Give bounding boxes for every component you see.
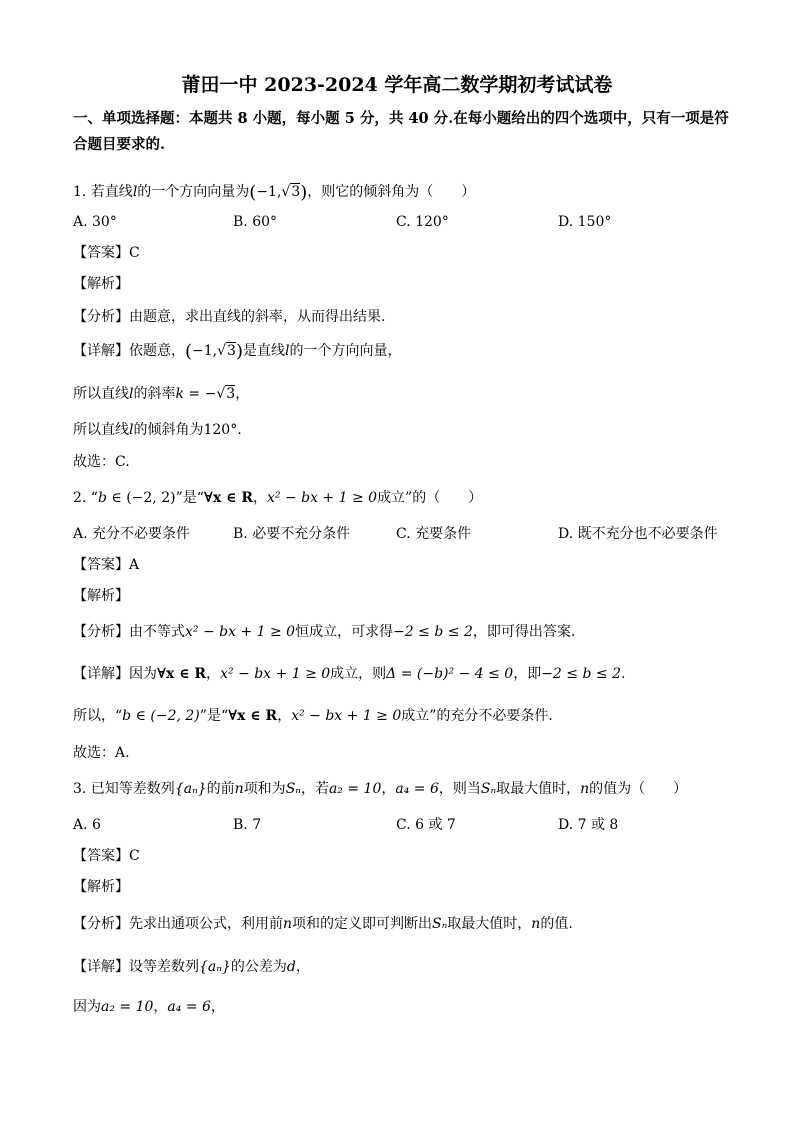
q3-option-d: D. 7 或 8 (558, 817, 619, 833)
section-heading: 一、单项选择题：本题共 8 小题，每小题 5 分，共 40 分.在每小题给出的四个选项中，只有一项是符合题目要求的. (73, 110, 729, 153)
q1-slope-line: 所以直线l的斜率k = −√3， (73, 386, 250, 402)
q1-option-b: B. 60° (233, 214, 278, 230)
q3-stem: 3. 已知等差数列{aₙ}的前n项和为Sₙ，若a₂ = 10，a₄ = 6，则当Sₙ取最大值时，n的值为（ ） (73, 781, 688, 797)
q1-analysis-label: 【解析】 (73, 276, 129, 292)
q2-answer: 【答案】A (73, 557, 140, 573)
q3-options (73, 815, 733, 835)
q2-option-d: D. 既不充分也不必要条件 (558, 526, 718, 542)
q3-option-b: B. 7 (233, 817, 262, 833)
q1-stem: 1. 若直线l的一个方向向量为(−1,√3)，则它的倾斜角为（ ） (73, 182, 476, 203)
q2-detail: 【详解】因为∀x ∈ R，x² − bx + 1 ≥ 0成立，则Δ = (−b)² − 4 ≤ 0，即−2 ≤ b ≤ 2. (73, 666, 626, 682)
q1-options (73, 212, 733, 232)
q1-option-c: C. 120° (396, 214, 449, 230)
q2-option-a: A. 充分不必要条件 (73, 526, 191, 542)
q3-option-c: C. 6 或 7 (396, 817, 456, 833)
q3-option-a: A. 6 (73, 817, 101, 833)
q2-analysis-label: 【解析】 (73, 588, 129, 604)
q3-detail: 【详解】设等差数列{aₙ}的公差为d， (73, 959, 310, 975)
q1-option-a: A. 30° (73, 214, 117, 230)
page-title: 莆田一中 2023-2024 学年高二数学期初考试试卷 (181, 74, 613, 96)
q2-conclusion: 所以，“b ∈ (−2, 2)”是“∀x ∈ R，x² − bx + 1 ≥ 0成立”的充分不必要条件. (73, 708, 553, 724)
q1-detail: 【详解】依题意，(−1,√3)是直线l的一个方向向量， (73, 341, 402, 362)
q1-option-d: D. 150° (558, 214, 612, 230)
q2-option-c: C. 充要条件 (396, 526, 472, 542)
q2-choose: 故选：A. (73, 745, 130, 761)
q1-answer: 【答案】C (73, 245, 140, 261)
q3-answer: 【答案】C (73, 848, 140, 864)
q3-analysis-label: 【解析】 (73, 879, 129, 895)
q2-option-b: B. 必要不充分条件 (233, 526, 351, 542)
q3-fenxi: 【分析】先求出通项公式，利用前n项和的定义即可判断出Sₙ取最大值时，n的值. (73, 916, 573, 932)
q2-options (73, 524, 733, 544)
q1-angle-line: 所以直线l的倾斜角为120°. (73, 422, 242, 438)
q2-fenxi: 【分析】由不等式x² − bx + 1 ≥ 0恒成立，可求得−2 ≤ b ≤ 2，即可得出答案. (73, 624, 576, 640)
q3-given: 因为a₂ = 10，a₄ = 6， (73, 999, 225, 1015)
q1-fenxi: 【分析】由题意，求出直线的斜率，从而得出结果. (73, 309, 386, 325)
q1-choose: 故选：C. (73, 454, 130, 470)
q2-stem: 2. “b ∈ (−2, 2)”是“∀x ∈ R，x² − bx + 1 ≥ 0成立”的（ ） (73, 490, 483, 506)
